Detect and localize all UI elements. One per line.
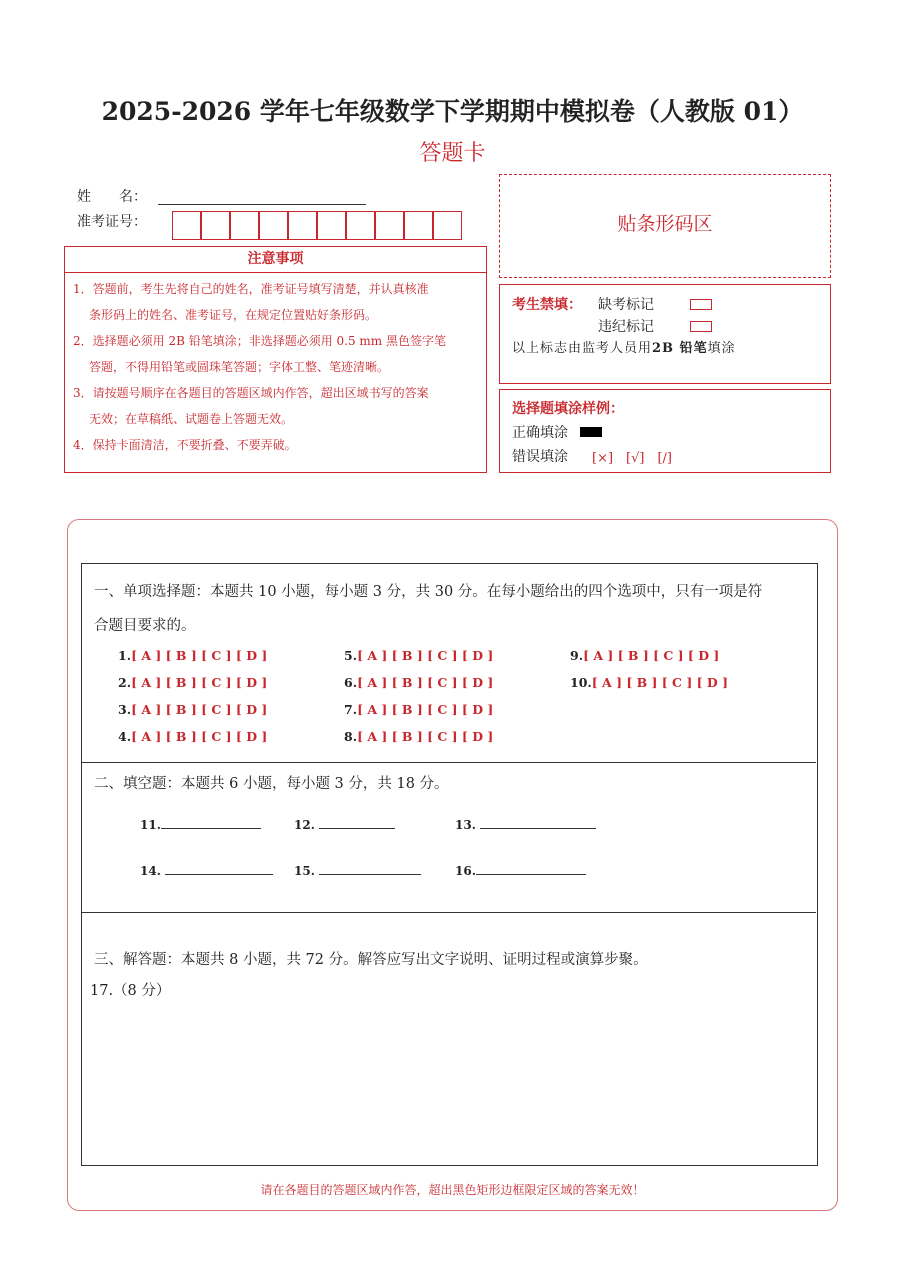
mc-question-1[interactable] (118, 648, 267, 663)
correct-fill-label: 正确填涂 (512, 425, 568, 441)
mc-options[interactable]: [ A ] [ B ] [ C ] [ D ] (131, 729, 268, 744)
exam-id-box[interactable] (288, 211, 317, 240)
blank-number: 13. (455, 818, 476, 832)
mc-question-7[interactable] (344, 702, 493, 717)
mc-number: 7. (344, 702, 358, 717)
section1-title-line2: 合题目要求的。 (94, 618, 196, 634)
notice-item: 3．请按题号顺序在各题目的答题区域内作答，超出区域书写的答案 (73, 386, 429, 400)
mc-number: 2. (118, 675, 132, 690)
name-label: 姓 名： (77, 189, 147, 205)
exam-id-box[interactable] (375, 211, 404, 240)
proctor-note-bold: 2B 铅笔 (652, 341, 708, 356)
mc-options[interactable]: [ A ] [ B ] [ C ] [ D ] (357, 675, 494, 690)
fill-sample-panel (499, 389, 831, 473)
blank-number: 16. (455, 864, 476, 878)
exam-id-box[interactable] (404, 211, 433, 240)
blank-number: 12. (294, 818, 315, 832)
blank-number: 11. (140, 818, 161, 832)
mc-question-10[interactable] (570, 675, 728, 690)
name-field[interactable] (158, 204, 366, 205)
sample-heading: 选择题填涂样例： (512, 401, 624, 417)
violation-label: 违纪标记 (598, 319, 654, 335)
correct-fill-mark (580, 427, 602, 437)
wrong-fill-label: 错误填涂 (512, 449, 568, 465)
notice-item: 无效；在草稿纸、试题卷上答题无效。 (89, 412, 294, 426)
mc-question-5[interactable] (344, 648, 493, 663)
blank-question-13[interactable] (455, 816, 596, 832)
proctor-heading: 考生禁填： (512, 297, 582, 313)
mc-number: 6. (344, 675, 358, 690)
blank-question-16[interactable] (455, 862, 586, 878)
exam-id-box[interactable] (230, 211, 259, 240)
proctor-note-end: 填涂 (707, 341, 736, 356)
mc-number: 5. (344, 648, 358, 663)
blank-question-15[interactable] (294, 862, 421, 878)
notice-item: 条形码上的姓名、准考证号，在规定位置贴好条形码。 (89, 308, 378, 322)
section-divider (82, 912, 816, 913)
mc-number: 1. (118, 648, 132, 663)
answer-area-frame (81, 563, 818, 1166)
mc-number: 3. (118, 702, 132, 717)
footer-warning: 请在各题目的答题区域内作答，超出黑色矩形边框限定区域的答案无效！ (260, 1183, 645, 1197)
mc-question-8[interactable] (344, 729, 493, 744)
exam-id-box[interactable] (201, 211, 230, 240)
mc-options[interactable]: [ A ] [ B ] [ C ] [ D ] (591, 675, 728, 690)
section-divider (82, 762, 816, 763)
question-17-answer-area[interactable] (90, 1004, 808, 1159)
violation-mark[interactable] (690, 316, 712, 335)
blank-question-11[interactable] (140, 816, 261, 832)
mc-options[interactable]: [ A ] [ B ] [ C ] [ D ] (357, 729, 494, 744)
absent-mark[interactable] (690, 294, 712, 313)
notice-item: 2．选择题必须用 2B 铅笔填涂；非选择题必须用 0.5 mm 黑色签字笔 (73, 334, 447, 348)
blank-question-14[interactable] (140, 862, 273, 878)
notice-panel (64, 273, 487, 473)
exam-id-box[interactable] (259, 211, 288, 240)
barcode-area: 贴条形码区 (499, 174, 831, 278)
section3-title: 三、解答题：本题共 8 小题，共 72 分。解答应写出文字说明、证明过程或演算步聚。 (94, 952, 648, 968)
blank-number: 14. (140, 864, 161, 878)
mc-question-2[interactable] (118, 675, 267, 690)
mc-options[interactable]: [ A ] [ B ] [ C ] [ D ] (131, 648, 268, 663)
absent-label: 缺考标记 (598, 297, 654, 313)
exam-id-box[interactable] (317, 211, 346, 240)
blank-number: 15. (294, 864, 315, 878)
mc-number: 8. (344, 729, 358, 744)
proctor-marks-panel (499, 284, 831, 384)
mc-number: 9. (570, 648, 584, 663)
wrong-fill-marks: [×] [√] [/] (592, 451, 672, 466)
exam-id-box[interactable] (172, 211, 201, 240)
question-17-label: 17.（8 分） (90, 983, 171, 999)
mc-question-4[interactable] (118, 729, 267, 744)
mc-number: 4. (118, 729, 132, 744)
page-title: 2025-2026 学年七年级数学下学期期中模拟卷（人教版 01） (101, 97, 804, 126)
notice-item: 4．保持卡面清洁，不要折叠、不要弄破。 (73, 438, 297, 452)
mc-options[interactable]: [ A ] [ B ] [ C ] [ D ] (131, 702, 268, 717)
proctor-note-text: 以上标志由监考人员用 (512, 341, 653, 356)
mc-question-9[interactable] (570, 648, 719, 663)
exam-id-label: 准考证号： (77, 214, 147, 230)
notice-item: 答题，不得用铅笔或圆珠笔答题；字体工整、笔迹清晰。 (89, 360, 390, 374)
mc-options[interactable]: [ A ] [ B ] [ C ] [ D ] (131, 675, 268, 690)
exam-id-boxes[interactable] (172, 211, 462, 240)
section1-title-line1: 一、单项选择题：本题共 10 小题，每小题 3 分，共 30 分。在每小题给出的四个选项中，只有一项是符 (94, 584, 763, 600)
exam-id-box[interactable] (433, 211, 462, 240)
mc-number: 10. (570, 675, 592, 690)
section2-title: 二、填空题：本题共 6 小题，每小题 3 分，共 18 分。 (94, 776, 449, 792)
mc-question-6[interactable] (344, 675, 493, 690)
mc-options[interactable]: [ A ] [ B ] [ C ] [ D ] (583, 648, 720, 663)
proctor-note (512, 337, 736, 356)
notice-item: 1．答题前，考生先将自己的姓名，准考证号填写清楚，并认真核准 (73, 282, 429, 296)
notice-heading: 注意事项 (64, 246, 487, 273)
mc-options[interactable]: [ A ] [ B ] [ C ] [ D ] (357, 648, 494, 663)
page-subtitle: 答题卡 (419, 141, 486, 166)
mc-options[interactable]: [ A ] [ B ] [ C ] [ D ] (357, 702, 494, 717)
mc-question-3[interactable] (118, 702, 267, 717)
exam-id-box[interactable] (346, 211, 375, 240)
blank-question-12[interactable] (294, 816, 395, 832)
